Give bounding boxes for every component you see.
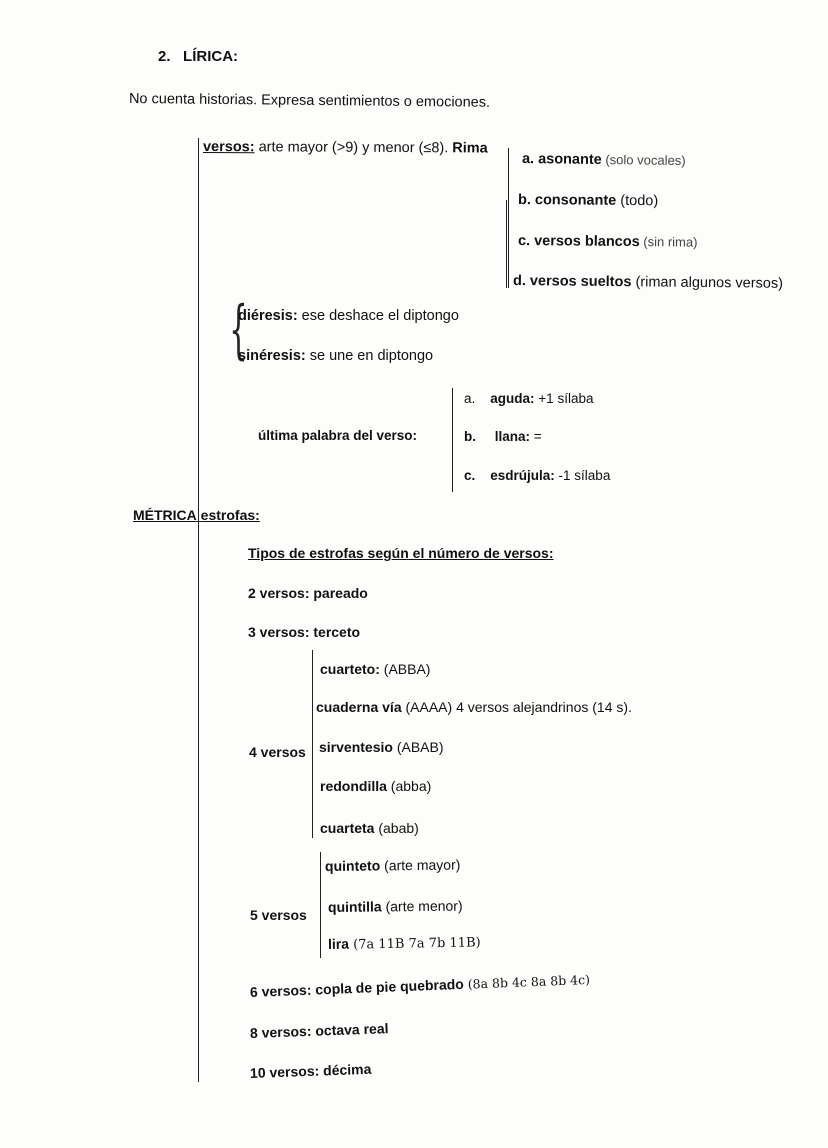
ocho-versos: 8 versos: octava real (249, 1020, 389, 1041)
curly-brace-icon: { (229, 293, 248, 367)
diez-versos: 10 versos: décima (249, 1060, 372, 1081)
ultima-item: b. llana: = (464, 429, 542, 444)
cinco-item: quinteto (arte mayor) (324, 856, 461, 874)
cinco-label: 5 versos (250, 907, 307, 923)
versos-label: versos: (202, 139, 255, 156)
tipos-title: Tipos de estrofas según el número de versos: (248, 545, 554, 561)
intro-text: No cuenta historias. Expresa sentimientos o emociones. (128, 91, 491, 111)
rima-item: a. asonante (solo vocales) (521, 151, 686, 168)
metrica-row (133, 506, 260, 524)
rima-item: c. versos blancos (sin rima) (517, 233, 698, 251)
ultima-item: a. aguda: +1 sílaba (464, 391, 594, 406)
dos-versos: 2 versos: pareado (248, 585, 368, 601)
cinco-item: lira (7a 11B 7a 7b 11B) (327, 935, 481, 953)
cuatro-item: cuaderna vía (AAAA) 4 versos alejandrinos (14 s). (316, 699, 632, 715)
tres-versos: 3 versos: terceto (248, 624, 361, 640)
rima-item: d. versos sueltos (riman algunos versos) (512, 273, 784, 292)
rima-bracket-line (508, 148, 509, 288)
rima-bracket-line-2 (506, 200, 507, 288)
metrica-label: MÉTRICA (133, 507, 197, 523)
rima-item: b. consonante (todo) (517, 192, 659, 210)
rima-label: Rima (452, 140, 488, 157)
cinco-bracket-line (320, 852, 321, 958)
main-bracket-line (198, 138, 199, 1082)
dieresis-row: diéresis: ese deshace el diptongo (238, 308, 459, 324)
versos-row (203, 138, 488, 157)
cuatro-item: cuarteto: (ABBA) (320, 661, 431, 677)
cuatro-item: sirventesio (ABAB) (319, 739, 444, 755)
section-number: 2. (158, 48, 171, 65)
cinco-item: quintilla (arte menor) (327, 897, 463, 915)
seis-versos: 6 versos: copla de pie quebrado (8a 8b 4c 8a 8b 4c) (249, 971, 591, 1000)
cuatro-bracket-line (312, 650, 313, 838)
ultima-bracket-line (452, 388, 453, 492)
sineresis-row: sinéresis: se une en diptongo (238, 348, 434, 364)
section-heading (158, 48, 238, 66)
section-title: LÍRICA: (183, 48, 239, 65)
estrofas-label: estrofas: (200, 507, 260, 523)
cuatro-item: cuarteta (abab) (320, 820, 419, 836)
cuatro-item: redondilla (abba) (320, 778, 432, 794)
ultima-item: c. esdrújula: -1 sílaba (464, 468, 611, 483)
ultima-label: última palabra del verso: (258, 428, 418, 443)
versos-text: arte mayor (>9) y menor (≤8). (254, 139, 453, 157)
cuatro-label: 4 versos (249, 744, 306, 760)
